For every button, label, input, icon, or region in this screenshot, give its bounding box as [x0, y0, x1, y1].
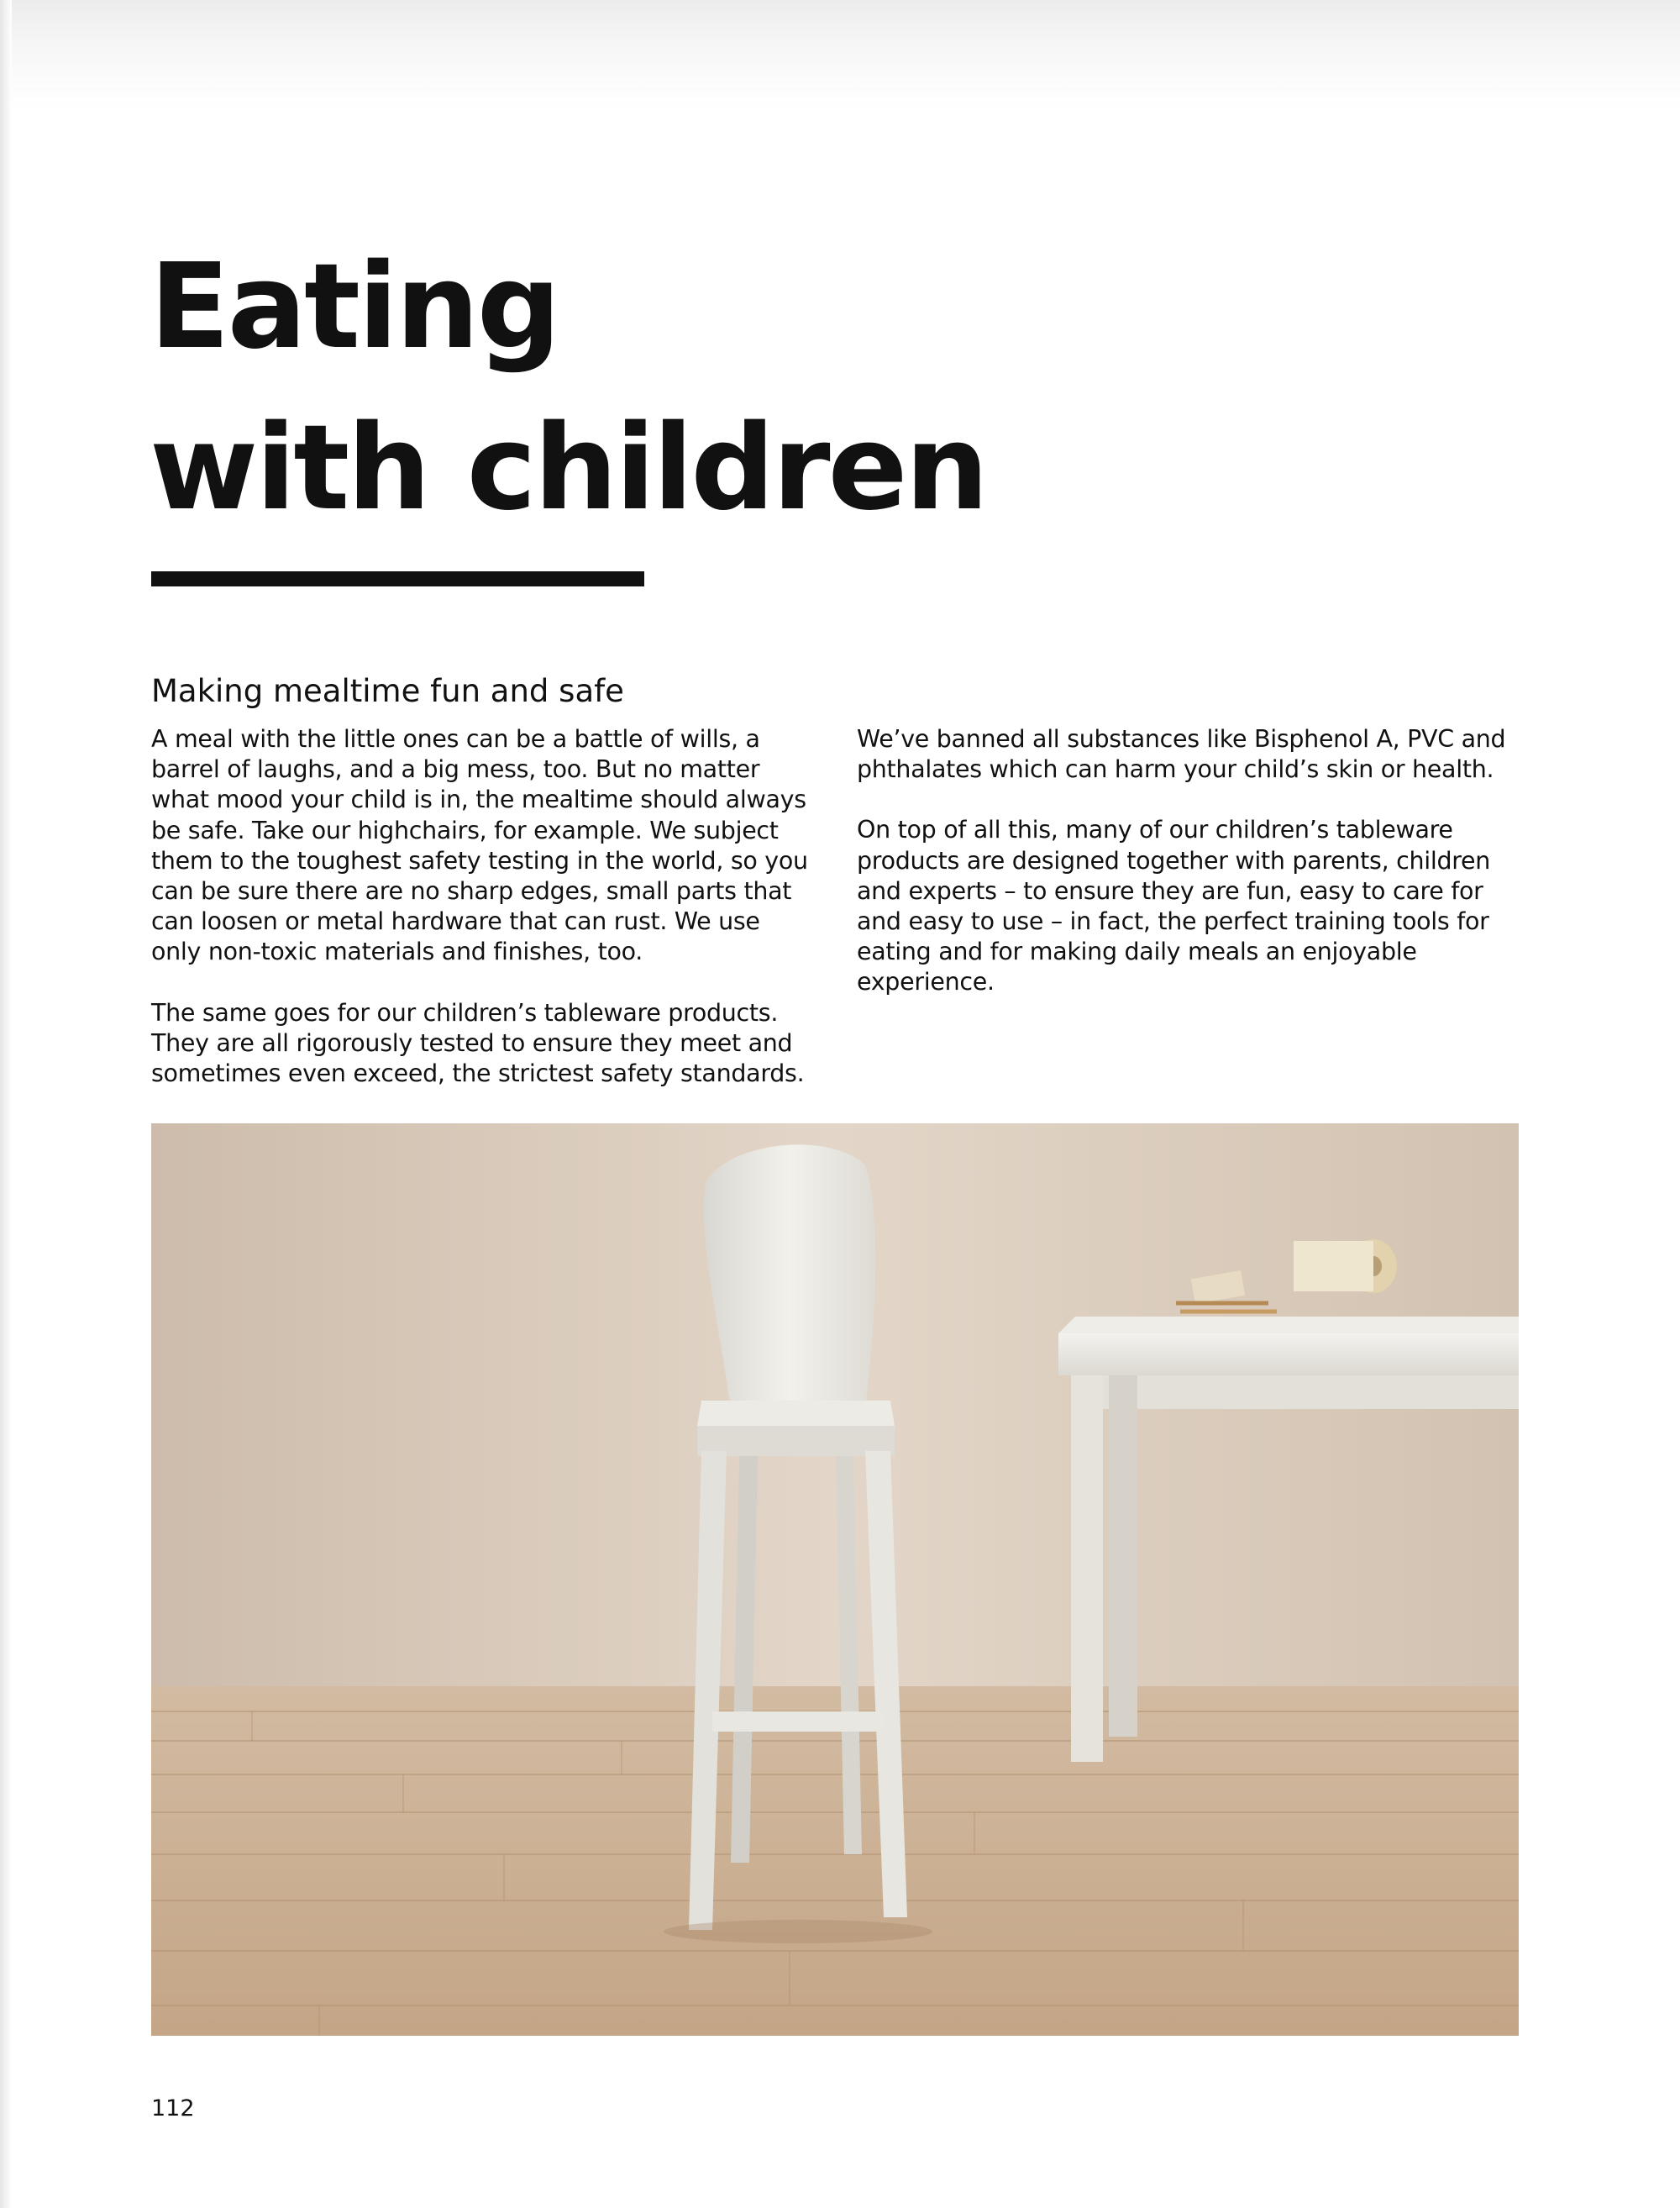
product-photo — [151, 1123, 1519, 2036]
body-column-right — [857, 724, 1546, 1028]
body-paragraph: We’ve banned all substances like Bisphenol A, PVC and phthalates which can harm your child’s skin or health. — [857, 725, 1506, 784]
page-top-shadow — [0, 0, 1680, 109]
highchair-scene-illustration — [151, 1123, 1519, 2036]
section-subtitle: Making mealtime fun and safe — [151, 673, 624, 709]
body-paragraph: On top of all this, many of our children’s tableware products are designed together with parents, children and experts – to ensure they are fun, easy to care for and easy to use – in fact, the perfect training tools for eating and for making daily meals an enjoyable experience. — [857, 816, 1491, 996]
title-underline — [151, 571, 644, 586]
title-line-2: with children — [150, 400, 987, 537]
body-paragraph: The same goes for our children’s tableware products. They are all rigorously tested to ensure they meet and sometimes even exceed, the strictest safety standards. — [151, 998, 805, 1088]
page-title — [150, 227, 986, 549]
page-left-shadow — [0, 0, 12, 2208]
page-number: 112 — [151, 2095, 195, 2121]
title-line-1: Eating — [150, 239, 559, 376]
body-column-left — [151, 724, 823, 1119]
body-paragraph: A meal with the little ones can be a battle of wills, a barrel of laughs, and a big mess, too. But no matter what mood your child is in, the mealtime should always be safe. Take our highchairs, for example. We subject them to the toughest safety testing in the world, so you can be sure there are no sharp edges, small parts that can loosen or metal hardware that can rust. We use only non-toxic materials and finishes, too. — [151, 725, 808, 966]
floor — [151, 1686, 1519, 2036]
